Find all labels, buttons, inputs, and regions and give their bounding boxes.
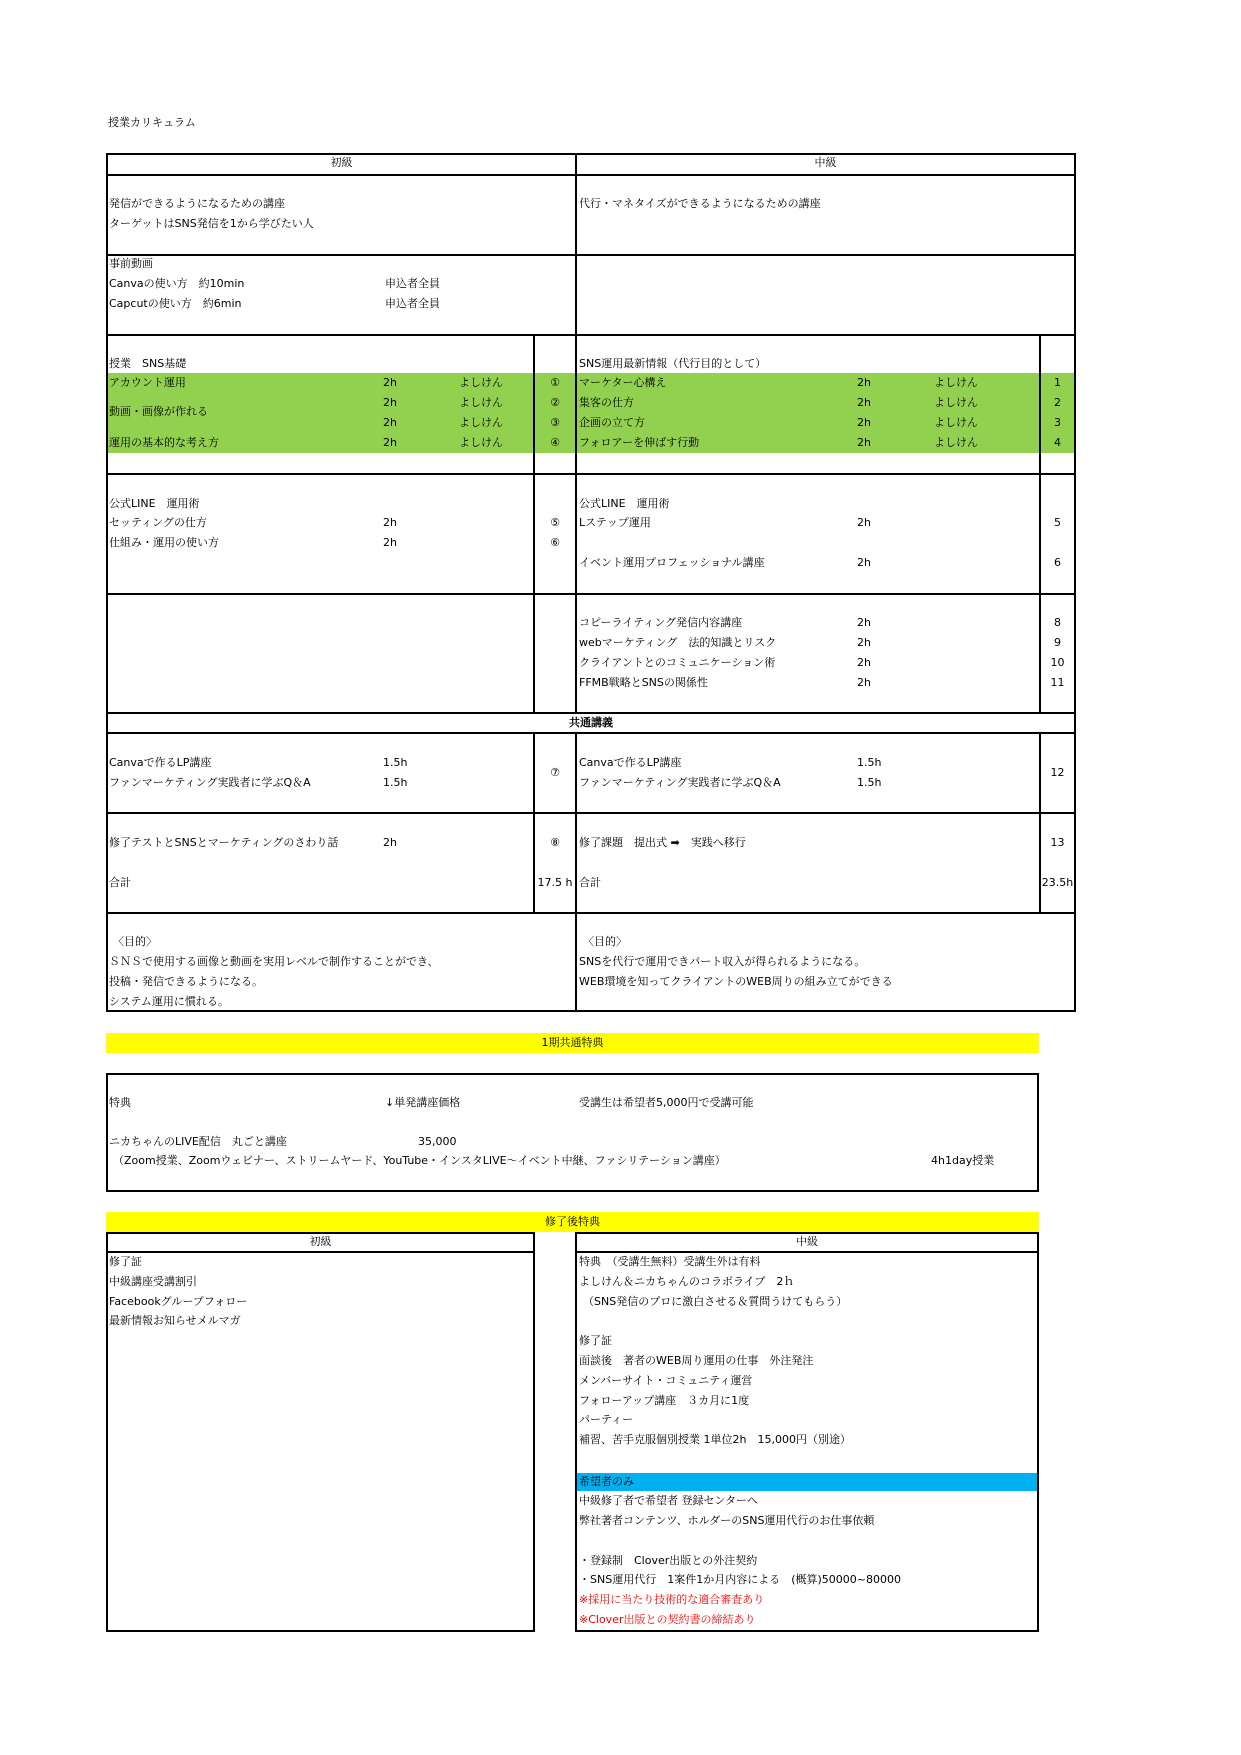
bonus1-box — [106, 1073, 1039, 1192]
sns-latest-teacher: よしけん — [934, 416, 978, 429]
pre-video-label: Capcutの使い方 約6min — [109, 297, 242, 310]
bonus1-detail: （Zoom授業、Zoomウェビナー、ストリームヤード、YouTube・インスタLIVE～イベント中継、ファシリテーション講座） — [113, 1154, 726, 1167]
red-note: ※採用に当たり技術的な適合審査あり — [579, 1593, 765, 1606]
marketing-label: クライアントとのコミュニケーション術 — [579, 656, 776, 669]
line-intermediate-title: 公式LINE 運用術 — [579, 497, 670, 510]
marketing-num: 8 — [1054, 616, 1061, 629]
hope-item: ・SNS運用代行 1案件1か月内容による (概算)50000~80000 — [579, 1573, 901, 1586]
sns-basic-title: 授業 SNS基礎 — [109, 357, 187, 370]
bonus1-item: ニカちゃんのLIVE配信 丸ごと講座 — [109, 1135, 287, 1148]
line-beginner-num: ⑥ — [550, 536, 560, 549]
sns-basic-hours: 2h — [383, 396, 397, 409]
final-left-total-label: 合計 — [109, 876, 131, 889]
header-intermediate: 中級 — [814, 156, 837, 169]
final-left-label: 修了テストとSNSとマーケティングのさわり話 — [109, 836, 339, 849]
purpose-right-line: WEB環境を知ってクライアントのWEB周りの組み立てができる — [579, 975, 893, 988]
marketing-num: 9 — [1054, 636, 1061, 649]
intro-beginner-line1: 発信ができるようになるための講座 — [109, 197, 285, 210]
sns-basic-label: 運用の基本的な考え方 — [109, 436, 219, 449]
common-left-hours: 1.5h — [383, 776, 408, 789]
common-right-label: Canvaで作るLP講座 — [579, 756, 682, 769]
bonus2-beginner-item: 中級講座受講割引 — [109, 1275, 197, 1288]
intro-beginner-line2: ターゲットはSNS発信を1から学びたい人 — [109, 217, 314, 230]
purpose-left-line: システム運用に慣れる。 — [109, 995, 229, 1008]
hope-item: ・登録制 Clover出版との外注契約 — [579, 1554, 758, 1567]
header-common: 共通講義 — [569, 716, 613, 729]
final-left-hours: 2h — [383, 836, 397, 849]
marketing-hours: 2h — [857, 616, 871, 629]
hope-item: 弊社著者コンテンツ、ホルダーのSNS運用代行のお仕事依頼 — [579, 1514, 875, 1527]
marketing-num: 11 — [1050, 676, 1065, 689]
line-intermediate-label: Lステップ運用 — [579, 516, 651, 529]
bonus1-price: 35,000 — [418, 1135, 457, 1148]
common-left-label: ファンマーケティング実践者に学ぶQ＆A — [109, 776, 311, 789]
bonus2-title: 修了後特典 — [545, 1215, 600, 1228]
purpose-right-line: 〈目的〉 — [583, 935, 627, 948]
sns-basic-teacher: よしけん — [459, 396, 503, 409]
sns-basic-label: アカウント運用 — [109, 376, 186, 389]
common-right-hours: 1.5h — [857, 776, 882, 789]
sns-latest-label: 集客の仕方 — [579, 396, 634, 409]
common-right-label: ファンマーケティング実践者に学ぶQ＆A — [579, 776, 781, 789]
bonus2-intermediate-item: 面談後 著者のWEB周り運用の仕事 外注発注 — [579, 1354, 814, 1367]
sns-latest-hours: 2h — [857, 396, 871, 409]
final-left-total: 17.5 h — [537, 876, 573, 889]
bonus2-intermediate-box — [575, 1232, 1039, 1632]
header-beginner: 初級 — [330, 156, 353, 169]
marketing-hours: 2h — [857, 656, 871, 669]
bonus2-intermediate-item: （SNS発信のプロに激白させる＆質問うけてもらう） — [583, 1295, 848, 1308]
bonus1-duration: 4h1day授業 — [931, 1154, 995, 1167]
bonus1-title: 1期共通特典 — [541, 1036, 604, 1049]
sns-latest-label: フォロアーを伸ばす行動 — [579, 436, 700, 449]
sns-latest-hours: 2h — [857, 416, 871, 429]
sns-latest-num: 2 — [1054, 396, 1061, 409]
pre-video-label: Canvaの使い方 約10min — [109, 277, 245, 290]
line-intermediate-hours: 2h — [857, 556, 871, 569]
sns-latest-num: 1 — [1054, 376, 1061, 389]
sns-basic-num: ③ — [550, 416, 560, 429]
final-right-total-label: 合計 — [579, 876, 601, 889]
sns-basic-teacher: よしけん — [459, 416, 503, 429]
intro-intermediate-line1: 代行・マネタイズができるようになるための講座 — [579, 197, 821, 210]
sns-latest-label: 企画の立て方 — [579, 416, 645, 429]
marketing-label: FFMB戦略とSNSの関係性 — [579, 676, 708, 689]
sns-latest-teacher: よしけん — [934, 376, 978, 389]
line-intermediate-num: 5 — [1054, 516, 1061, 529]
line-intermediate-label: イベント運用プロフェッショナル講座 — [579, 556, 765, 569]
bonus2-intermediate-item: メンバーサイト・コミュニティ運営 — [579, 1374, 753, 1387]
purpose-left-line: 投稿・発信できるようになる。 — [109, 975, 263, 988]
common-left-label: Canvaで作るLP講座 — [109, 756, 212, 769]
bonus2-beginner-item: 修了証 — [109, 1255, 142, 1268]
hope-item: 中級修了者で希望者 登録センターへ — [579, 1494, 759, 1507]
sns-latest-hours: 2h — [857, 376, 871, 389]
sns-latest-num: 3 — [1054, 416, 1061, 429]
hope-highlight — [577, 1473, 1037, 1491]
purpose-left-line: ＳＮＳで使用する画像と動画を実用レベルで制作することができ、 — [109, 955, 439, 968]
sns-basic-merged-label: 動画・画像が作れる — [109, 405, 208, 418]
sns-latest-label: マーケター心構え — [579, 376, 667, 389]
sns-basic-hours: 2h — [383, 376, 397, 389]
marketing-num: 10 — [1050, 656, 1065, 669]
final-right-label: 修了課題 提出式 ➡ 実践へ移行 — [579, 836, 746, 849]
pre-video-target: 申込者全員 — [385, 297, 440, 310]
marketing-hours: 2h — [857, 676, 871, 689]
bonus2-beginner-item: Facebookグループフォロー — [109, 1295, 248, 1308]
line-beginner-num: ⑤ — [550, 516, 560, 529]
final-left-num: ⑧ — [550, 836, 560, 849]
sns-basic-num: ① — [550, 376, 560, 389]
line-intermediate-num: 6 — [1054, 556, 1061, 569]
sns-latest-num: 4 — [1054, 436, 1061, 449]
bonus1-price-label: ↓単発講座価格 — [385, 1096, 461, 1109]
bonus2-beginner-header: 初級 — [309, 1235, 332, 1248]
bonus2-beginner-item: 最新情報お知らせメルマガ — [109, 1314, 241, 1327]
sns-latest-title: SNS運用最新情報（代行目的として） — [579, 357, 767, 370]
sns-basic-num: ④ — [550, 436, 560, 449]
bonus2-intermediate-header: 中級 — [796, 1235, 818, 1248]
line-beginner-label: セッティングの仕方 — [109, 516, 207, 529]
bonus2-intermediate-item: 補習、苦手克服個別授業 1単位2h 15,000円（別途） — [579, 1433, 851, 1446]
marketing-hours: 2h — [857, 636, 871, 649]
sns-basic-num: ② — [550, 396, 560, 409]
sns-basic-teacher: よしけん — [459, 376, 503, 389]
common-right-num: 12 — [1050, 766, 1065, 779]
line-intermediate-hours: 2h — [857, 516, 871, 529]
common-left-hours: 1.5h — [383, 756, 408, 769]
marketing-label: コピーライティング発信内容講座 — [579, 616, 743, 629]
pre-video-title: 事前動画 — [109, 257, 153, 270]
bonus2-intermediate-item: 特典 （受講生無料）受講生外は有料 — [579, 1255, 761, 1268]
page-title: 授業カリキュラム — [108, 116, 196, 129]
sns-latest-teacher: よしけん — [934, 436, 978, 449]
sns-basic-teacher: よしけん — [459, 436, 503, 449]
bonus2-intermediate-item: フォローアップ講座 ３カ月に1度 — [579, 1394, 750, 1407]
common-right-hours: 1.5h — [857, 756, 882, 769]
line-beginner-hours: 2h — [383, 516, 397, 529]
red-note: ※Clover出版との契約書の締結あり — [579, 1613, 756, 1626]
sns-latest-hours: 2h — [857, 436, 871, 449]
purpose-right-line: SNSを代行で運用できパート収入が得られるようになる。 — [579, 955, 866, 968]
bonus1-label: 特典 — [109, 1096, 131, 1109]
line-beginner-label: 仕組み・運用の使い方 — [109, 536, 219, 549]
sns-basic-hours: 2h — [383, 416, 397, 429]
bonus2-intermediate-item: よしけん＆ニカちゃんのコラボライブ 2ｈ — [579, 1275, 795, 1288]
purpose-left-line: 〈目的〉 — [113, 935, 157, 948]
sns-latest-teacher: よしけん — [934, 396, 978, 409]
bonus2-intermediate-item: パーティー — [579, 1413, 634, 1426]
final-right-total: 23.5h — [1041, 876, 1074, 889]
bonus1-note: 受講生は希望者5,000円で受講可能 — [579, 1096, 754, 1109]
hope-label: 希望者のみ — [579, 1475, 634, 1488]
final-right-num: 13 — [1050, 836, 1065, 849]
line-beginner-hours: 2h — [383, 536, 397, 549]
common-left-num: ⑦ — [550, 766, 560, 779]
line-beginner-title: 公式LINE 運用術 — [109, 497, 200, 510]
bonus2-beginner-box — [106, 1232, 535, 1632]
marketing-label: webマーケティング 法的知識とリスク — [579, 636, 777, 649]
bonus2-intermediate-item: 修了証 — [579, 1334, 612, 1347]
sns-basic-hours: 2h — [383, 436, 397, 449]
pre-video-target: 申込者全員 — [385, 277, 440, 290]
